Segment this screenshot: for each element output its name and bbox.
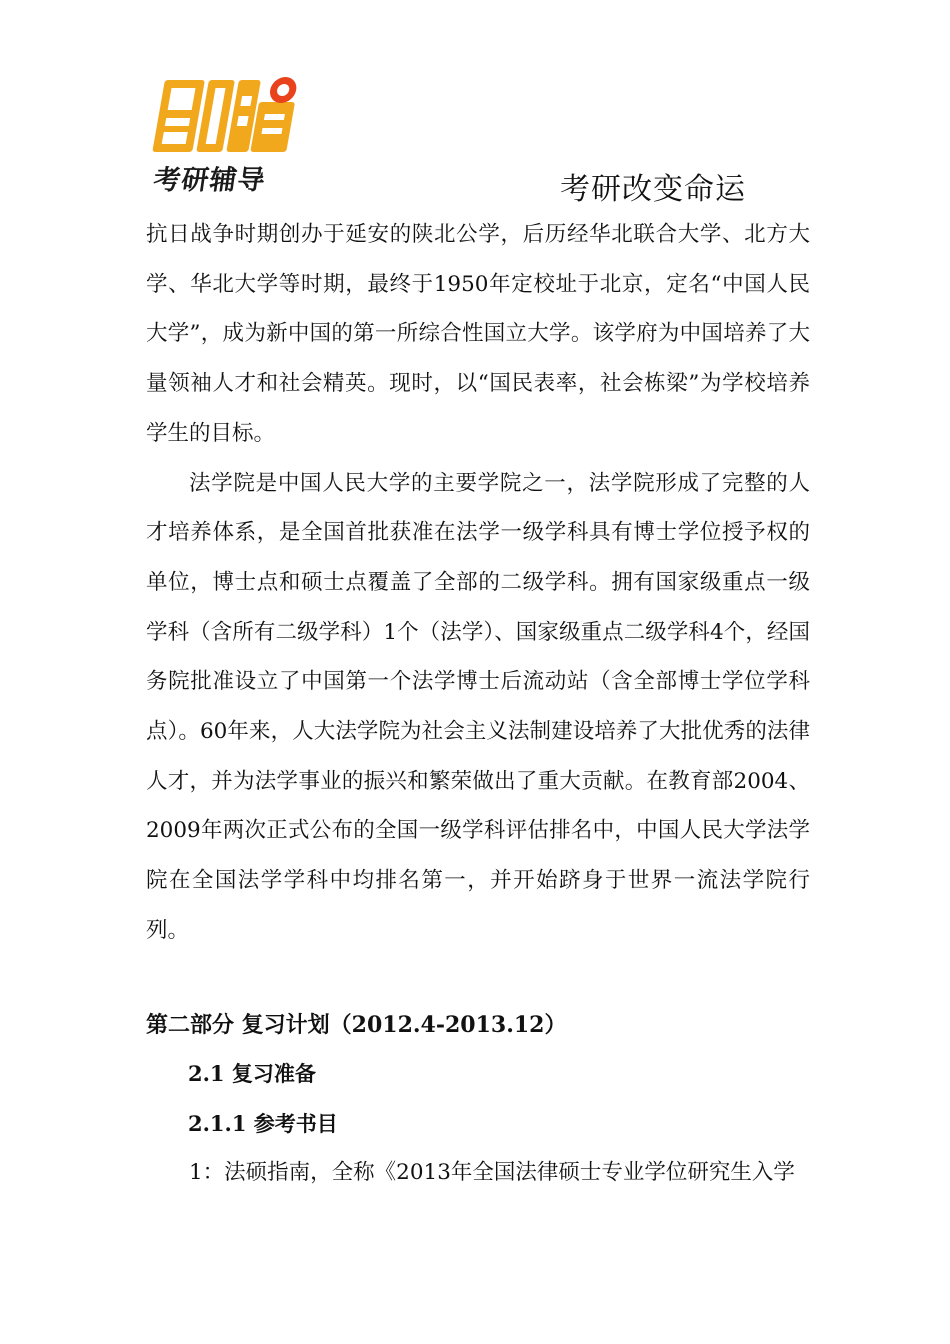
slogan: 考研改变命运 bbox=[560, 172, 746, 207]
reference-item: 1：法硕指南，全称《2013年全国法律硕士专业学位研究生入学 bbox=[189, 1160, 795, 1185]
paragraph-law-school: 法学院是中国人民大学的主要学院之一，法学院形成了完整的人才培养体系，是全国首批获准在法学一级学科具有博士学位授予权的单位，博士点和硕士点覆盖了全部的二级学科。拥有国家级重点一级学科（含所有二级学科）1个（法学）、国家级重点二级学科4个，经国务院批准设立了中国第一个法学博士后流动站（含全部博士学位学科点）。60年来，人大法学院为社会主义法制建设培养了大批优秀的法律人才，并为法学事业的振兴和繁荣做出了重大贡献。在教育部2004、2009年两次正式公布的全国一级学科评估排名中，中国人民大学法学院在全国法学学科中均排名第一，并开始跻身于世界一流法学院行列。 bbox=[146, 470, 810, 943]
kaicheng-logo bbox=[150, 74, 302, 198]
document-body bbox=[146, 210, 810, 956]
logo-subtitle: 考研辅导 bbox=[151, 165, 268, 196]
section-heading: 第二部分 复习计划（2012.4-2013.12） bbox=[146, 1012, 567, 1038]
paragraph-university-history: 抗日战争时期创办于延安的陕北公学，后历经华北联合大学、北方大学、华北大学等时期，最终于1950年定校址于北京，定名“中国人民大学”，成为新中国的第一所综合性国立大学。该学府为中国培养了大量领袖人才和社会精英。现时，以“国民表率，社会栋梁”为学校培养学生的目标。 bbox=[146, 222, 810, 446]
subsection-heading: 2.1 复习准备 bbox=[188, 1061, 316, 1086]
kaicheng-logo-mark bbox=[150, 74, 302, 158]
subsubsection-heading: 2.1.1 参考书目 bbox=[188, 1111, 338, 1136]
